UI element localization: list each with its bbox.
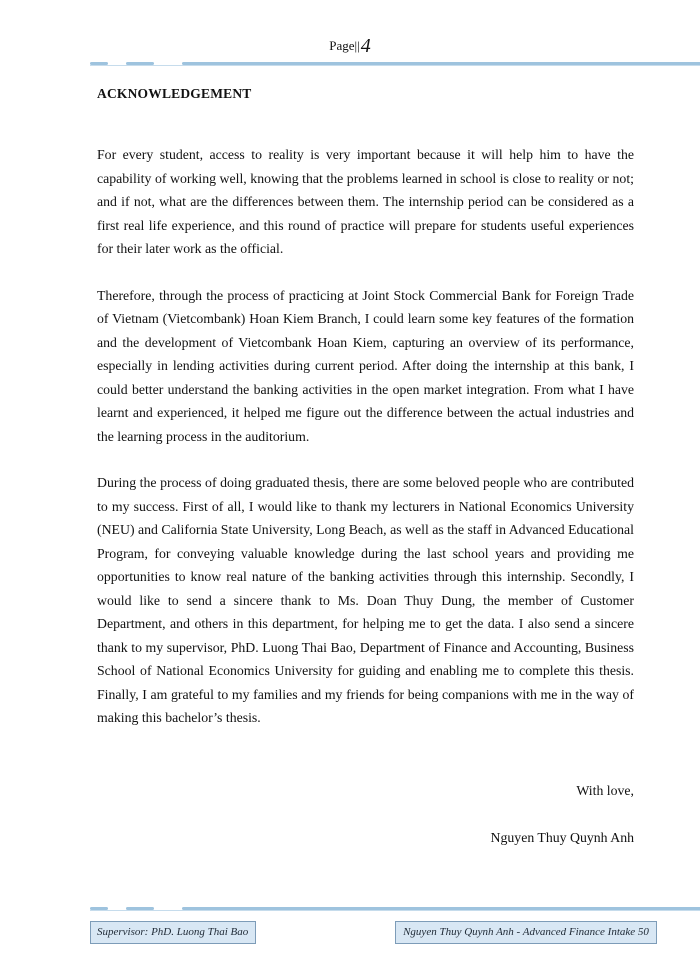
paragraph-1: For every student, access to reality is very important because it will help him to have the capability of working well, knowing that the problems learned in school is close to reality or not; and if not, what are the differences between them. The internship period can be considered as a first real life experience, and this round of practice will prepare for students useful experiences for their later work as the official. bbox=[97, 147, 634, 256]
page-label: Page|| bbox=[329, 38, 360, 53]
closing-line: With love, bbox=[576, 783, 634, 798]
footer-rule bbox=[90, 907, 700, 913]
signature: Nguyen Thuy Quynh Anh bbox=[490, 830, 634, 845]
header-rule bbox=[90, 62, 700, 68]
document-body bbox=[97, 143, 634, 753]
footer-supervisor: Supervisor: PhD. Luong Thai Bao bbox=[90, 921, 256, 944]
footer-author-program: Nguyen Thuy Quynh Anh - Advanced Finance Intake 50 bbox=[395, 921, 657, 944]
paragraph-3: During the process of doing graduated thesis, there are some beloved people who are contributed to my success. First of all, I would like to thank my lecturers in National Economics University (NEU) and California State University, Long Beach, as well as the staff in Advanced Educational Program, for conveying valuable knowledge during the last school years and providing me opportunities to know real nature of the banking activities through this internship. Secondly, I would like to send a sincere thank to Ms. Doan Thuy Dung, the member of Customer Department, and others in this department, for helping me to get the data. I also send a sincere thank to my supervisor, PhD. Luong Thai Bao, Department of Finance and Accounting, Business School of National Economics University for guiding and enabling me to complete this thesis. Finally, I am grateful to my families and my friends for being companions with me in the way of making this bachelor’s thesis. bbox=[97, 475, 634, 725]
page-header bbox=[0, 35, 700, 57]
paragraph-2: Therefore, through the process of practicing at Joint Stock Commercial Bank for Foreign Trade of Vietnam (Vietcombank) Hoan Kiem Branch, I could learn some key features of the formation and the development of Vietcombank Hoan Kiem, capturing an overview of its performance, especially in lending activities during current period. After doing the internship at this bank, I could better understand the banking activities in the open market integration. From what I have learnt and experienced, it helped me figure out the difference between the actual industries and the learning process in the auditorium. bbox=[97, 287, 634, 444]
page-title: ACKNOWLEDGEMENT bbox=[97, 86, 252, 101]
page-number: 4 bbox=[360, 35, 371, 57]
